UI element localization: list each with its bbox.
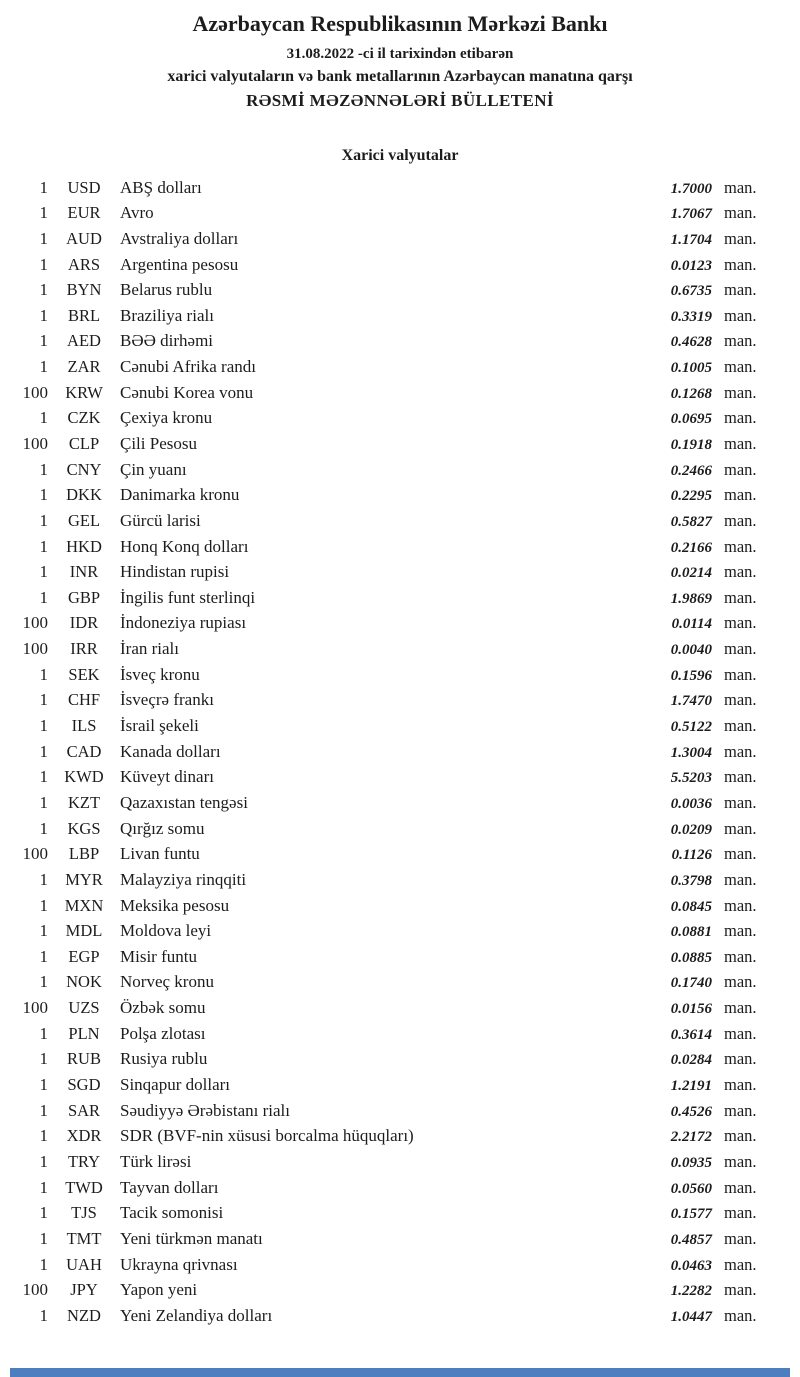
cell-currency-code: ZAR: [67, 357, 101, 377]
cell-currency-code: CLP: [68, 434, 100, 453]
cell-currency-code: SEK: [68, 664, 100, 684]
cell-currency-name: Braziliya rialı: [120, 305, 214, 325]
cell-currency-name: Çili Pesosu: [120, 434, 197, 453]
cell-currency-name: Avro: [120, 203, 154, 223]
table-row: [6, 457, 772, 483]
cell-currency-code: MXN: [64, 895, 104, 915]
table-row: [6, 713, 772, 739]
cell-quantity: 1: [39, 716, 48, 736]
table-row: [6, 1200, 772, 1226]
cell-unit: man.: [724, 869, 757, 889]
cell-currency-code: KZT: [67, 792, 101, 812]
cell-currency-code: RUB: [67, 1049, 101, 1069]
cell-currency-code: AED: [67, 331, 101, 351]
table-row: [6, 252, 772, 278]
cell-quantity: 1: [39, 305, 48, 325]
cell-currency-code: ARS: [67, 254, 101, 274]
cell-quantity: 100: [22, 434, 48, 453]
cell-rate: 0.0114: [671, 616, 712, 633]
cell-currency-name: Türk lirəsi: [120, 1151, 192, 1171]
table-row: [6, 867, 772, 893]
cell-currency-code: BYN: [66, 280, 102, 300]
cell-currency-name: Kanada dolları: [120, 741, 221, 761]
cell-currency-name: Argentina pesosu: [120, 254, 239, 274]
cell-currency-code: IDR: [69, 613, 99, 633]
cell-quantity: 1: [39, 587, 48, 607]
cell-unit: man.: [724, 1023, 757, 1043]
cell-unit: man.: [724, 228, 757, 248]
cell-quantity: 1: [39, 459, 48, 479]
cell-rate: 0.0935: [670, 1154, 712, 1171]
table-row: [6, 226, 772, 252]
cell-rate: 0.0845: [670, 898, 712, 915]
cell-currency-code: CHF: [67, 690, 101, 710]
cell-unit: man.: [724, 639, 757, 659]
table-row: [6, 816, 772, 842]
cell-rate: 0.1918: [670, 437, 712, 453]
cell-rate: 1.1704: [670, 231, 712, 248]
table-row: [6, 1123, 772, 1149]
cell-quantity: 1: [39, 972, 48, 992]
cell-unit: man.: [724, 1228, 757, 1248]
page-title: Azərbaycan Respublikasının Mərkəzi Bankı: [192, 11, 608, 36]
cell-quantity: 1: [39, 741, 48, 761]
cell-currency-code: BRL: [67, 305, 101, 325]
cell-rate: 2.2172: [670, 1129, 712, 1146]
section-title-foreign-currencies: Xarici valyutalar: [341, 146, 459, 164]
cell-currency-code: DKK: [66, 485, 102, 505]
cell-currency-code: KGS: [67, 818, 101, 838]
cell-currency-code: INR: [69, 562, 99, 582]
cell-rate: 0.0156: [670, 1001, 712, 1018]
cell-unit: man.: [724, 177, 757, 197]
effective-date-line: 31.08.2022 -ci il tarixindən etibarən: [286, 45, 514, 62]
cell-quantity: 1: [39, 1075, 48, 1095]
cell-quantity: 1: [39, 1203, 48, 1223]
cell-quantity: 100: [22, 1280, 48, 1300]
cell-currency-name: Hindistan rupisi: [120, 562, 230, 582]
cell-unit: man.: [724, 818, 757, 838]
table-row: [6, 380, 772, 406]
table-row: [6, 200, 772, 226]
cell-rate: 0.0560: [670, 1180, 712, 1197]
cell-unit: man.: [724, 1203, 757, 1223]
cell-currency-code: PLN: [68, 1023, 100, 1043]
cell-rate: 0.3614: [670, 1026, 712, 1043]
cell-rate: 0.2295: [670, 488, 712, 505]
table-row: [6, 175, 772, 201]
cell-currency-code: TJS: [71, 1203, 97, 1223]
cell-rate: 0.1005: [670, 360, 712, 377]
cell-currency-name: Cənubi Korea vonu: [120, 382, 254, 402]
cell-quantity: 1: [39, 408, 48, 428]
cell-rate: 1.2191: [670, 1078, 712, 1095]
table-row: [6, 1149, 772, 1175]
cell-rate: 1.7000: [670, 180, 712, 197]
cell-quantity: 1: [39, 331, 48, 351]
cell-currency-code: MDL: [65, 921, 103, 941]
cell-rate: 0.1740: [670, 975, 712, 992]
cell-rate: 0.4628: [670, 334, 712, 351]
cell-currency-name: Özbək somu: [120, 998, 206, 1018]
cell-unit: man.: [724, 357, 757, 377]
table-row: [6, 559, 772, 585]
cell-currency-code: HKD: [66, 536, 102, 556]
cell-currency-name: İsveç kronu: [120, 664, 200, 684]
cell-currency-name: ABŞ dolları: [120, 177, 202, 197]
cell-rate: 0.1268: [670, 385, 712, 402]
cell-quantity: 1: [39, 280, 48, 300]
cell-currency-code: ILS: [71, 716, 97, 736]
cell-rate: 0.0284: [670, 1052, 712, 1069]
cell-currency-code: NZD: [67, 1305, 101, 1325]
cell-currency-name: Polşa zlotası: [120, 1023, 206, 1043]
table-row: [6, 431, 772, 457]
cell-quantity: 1: [39, 177, 48, 197]
table-row: [6, 303, 772, 329]
cell-quantity: 1: [39, 895, 48, 915]
cell-unit: man.: [724, 331, 757, 351]
cell-currency-code: XDR: [66, 1126, 102, 1146]
table-row: [6, 739, 772, 765]
cell-quantity: 1: [39, 203, 48, 223]
cell-rate: 1.2282: [670, 1283, 712, 1300]
cell-unit: man.: [724, 280, 757, 300]
rates-table: [0, 175, 800, 1329]
cell-rate: 1.7067: [670, 206, 712, 223]
cell-currency-name: Belarus rublu: [120, 280, 213, 300]
table-row: [6, 1226, 772, 1252]
cell-quantity: 1: [39, 1305, 48, 1325]
table-row: [6, 969, 772, 995]
cell-currency-name: İndoneziya rupiası: [120, 613, 247, 633]
table-row: [6, 1175, 772, 1201]
table-row: [6, 1046, 772, 1072]
cell-quantity: 1: [39, 664, 48, 684]
cell-quantity: 1: [39, 1254, 48, 1274]
table-row: [6, 1098, 772, 1124]
cell-unit: man.: [724, 1177, 757, 1197]
cell-quantity: 1: [39, 1228, 48, 1248]
cell-quantity: 100: [22, 998, 48, 1018]
table-row: [6, 1072, 772, 1098]
cell-rate: 0.3319: [670, 308, 712, 325]
cell-rate: 0.1596: [670, 667, 712, 684]
cell-currency-name: Livan funtu: [120, 844, 200, 864]
cell-currency-code: TWD: [65, 1177, 103, 1197]
cell-unit: man.: [724, 408, 757, 428]
cell-quantity: 1: [39, 536, 48, 556]
cell-unit: man.: [724, 434, 757, 453]
cell-currency-code: EUR: [67, 203, 101, 223]
cell-unit: man.: [724, 562, 757, 582]
cell-unit: man.: [724, 716, 757, 736]
table-row: [6, 585, 772, 611]
cell-unit: man.: [724, 1254, 757, 1274]
cell-currency-code: KRW: [65, 382, 103, 402]
cell-quantity: 1: [39, 921, 48, 941]
cell-unit: man.: [724, 972, 757, 992]
cell-unit: man.: [724, 587, 757, 607]
table-row: [6, 662, 772, 688]
cell-rate: 0.0463: [670, 1257, 712, 1274]
cell-unit: man.: [724, 613, 757, 633]
table-row: [6, 893, 772, 919]
cell-rate: 0.0040: [670, 642, 712, 659]
cell-rate: 0.5122: [670, 719, 712, 736]
cell-currency-code: MYR: [65, 869, 103, 889]
cell-unit: man.: [724, 1126, 757, 1146]
cell-unit: man.: [724, 1151, 757, 1171]
cell-quantity: 1: [39, 946, 48, 966]
cell-quantity: 1: [39, 869, 48, 889]
cell-unit: man.: [724, 664, 757, 684]
cell-rate: 1.3004: [670, 744, 712, 761]
cell-unit: man.: [724, 946, 757, 966]
cell-unit: man.: [724, 459, 757, 479]
table-row: [6, 610, 772, 636]
cell-currency-name: Honq Konq dolları: [120, 536, 249, 556]
subtitle-line-1: xarici valyutaların və bank metallarının Azərbaycan manatına qarşı: [167, 67, 633, 85]
cell-currency-code: SGD: [67, 1075, 101, 1095]
cell-currency-code: EGP: [68, 946, 100, 966]
cell-rate: 0.4526: [670, 1103, 712, 1120]
cell-unit: man.: [724, 844, 757, 864]
cell-quantity: 1: [39, 818, 48, 838]
cell-unit: man.: [724, 382, 757, 402]
cell-rate: 0.0123: [670, 257, 712, 274]
cell-rate: 1.7470: [670, 693, 712, 710]
cell-currency-name: İsveçrə frankı: [120, 690, 214, 710]
cell-currency-code: CNY: [66, 459, 102, 479]
cell-currency-code: GEL: [67, 510, 101, 530]
cell-currency-name: İngilis funt sterlinqi: [120, 587, 256, 607]
table-row: [6, 944, 772, 970]
cell-quantity: 100: [22, 844, 48, 864]
bulletin-header: [0, 0, 800, 111]
cell-unit: man.: [724, 1049, 757, 1069]
cell-unit: man.: [724, 895, 757, 915]
cell-quantity: 1: [39, 1177, 48, 1197]
cell-currency-name: İran rialı: [120, 639, 179, 659]
next-section-header-bar: [10, 1368, 790, 1377]
cell-rate: 5.5203: [670, 770, 712, 787]
cell-currency-code: SAR: [67, 1100, 101, 1120]
cell-currency-name: BƏƏ dirhəmi: [120, 331, 214, 351]
table-row: [6, 1252, 772, 1278]
table-row: [6, 405, 772, 431]
cell-rate: 0.4857: [670, 1231, 712, 1248]
cell-currency-name: Tacik somonisi: [120, 1203, 224, 1223]
cell-currency-name: Rusiya rublu: [120, 1049, 208, 1069]
cell-unit: man.: [724, 305, 757, 325]
cell-currency-code: KWD: [64, 767, 104, 787]
cell-unit: man.: [724, 1280, 757, 1300]
cell-rate: 0.0036: [670, 795, 712, 812]
cell-currency-code: CAD: [66, 741, 102, 761]
table-row: [6, 534, 772, 560]
table-row: [6, 482, 772, 508]
cell-rate: 1.9869: [670, 590, 712, 607]
cell-unit: man.: [724, 485, 757, 505]
cell-quantity: 100: [22, 382, 48, 402]
cell-unit: man.: [724, 767, 757, 787]
cell-quantity: 100: [22, 613, 48, 633]
cell-currency-name: Sinqapur dolları: [120, 1075, 231, 1095]
cell-currency-name: Cənubi Afrika randı: [120, 357, 256, 377]
cell-currency-name: Avstraliya dolları: [120, 228, 239, 248]
cell-quantity: 1: [39, 228, 48, 248]
cell-currency-name: Misir funtu: [120, 946, 197, 966]
table-row: [6, 1021, 772, 1047]
cell-quantity: 1: [39, 485, 48, 505]
cell-rate: 0.2166: [670, 539, 712, 556]
cell-currency-code: UAH: [66, 1254, 102, 1274]
cell-currency-name: Yeni Zelandiya dolları: [120, 1305, 273, 1325]
cell-unit: man.: [724, 1305, 757, 1325]
table-row: [6, 790, 772, 816]
cell-unit: man.: [724, 690, 757, 710]
cell-currency-name: Tayvan dolları: [120, 1177, 219, 1197]
cell-currency-name: Ukrayna qrivnası: [120, 1254, 238, 1274]
table-row: [6, 508, 772, 534]
cell-rate: 0.2466: [670, 462, 712, 479]
cell-currency-code: LBP: [68, 844, 100, 864]
cell-currency-name: Çin yuanı: [120, 459, 187, 479]
cell-quantity: 1: [39, 1151, 48, 1171]
table-row: [6, 841, 772, 867]
table-row: [6, 918, 772, 944]
cell-rate: 0.0881: [670, 924, 712, 941]
cell-quantity: 1: [39, 1023, 48, 1043]
cell-unit: man.: [724, 998, 757, 1018]
cell-rate: 0.0214: [670, 565, 712, 582]
cell-unit: man.: [724, 1100, 757, 1120]
cell-unit: man.: [724, 1075, 757, 1095]
cell-quantity: 1: [39, 562, 48, 582]
cell-currency-name: Qazaxıstan tengəsi: [120, 792, 248, 812]
cell-unit: man.: [724, 792, 757, 812]
cell-currency-name: Yeni türkmən manatı: [120, 1228, 263, 1248]
cell-currency-name: SDR (BVF-nin xüsusi borcalma hüquqları): [120, 1126, 414, 1146]
table-row: [6, 1303, 772, 1329]
cell-quantity: 1: [39, 767, 48, 787]
cell-currency-name: Moldova leyi: [120, 921, 212, 941]
cell-quantity: 1: [39, 1049, 48, 1069]
cell-currency-name: Küveyt dinarı: [120, 767, 214, 787]
table-row: [6, 636, 772, 662]
table-row: [6, 328, 772, 354]
cell-rate: 0.0885: [670, 949, 712, 966]
cell-quantity: 1: [39, 357, 48, 377]
cell-unit: man.: [724, 510, 757, 530]
cell-rate: 0.1577: [670, 1206, 712, 1223]
table-row: [6, 687, 772, 713]
cell-currency-code: USD: [67, 177, 101, 197]
cell-currency-code: NOK: [66, 972, 102, 992]
cell-rate: 0.5827: [670, 513, 712, 530]
cell-quantity: 100: [22, 639, 48, 659]
cell-rate: 0.3798: [670, 872, 712, 889]
cell-currency-name: Səudiyyə Ərəbistanı rialı: [120, 1100, 290, 1120]
cell-rate: 0.0695: [670, 411, 712, 428]
cell-quantity: 1: [39, 510, 48, 530]
cell-currency-name: Qırğız somu: [120, 818, 205, 838]
table-row: [6, 354, 772, 380]
table-row: [6, 995, 772, 1021]
cell-currency-code: IRR: [70, 639, 98, 659]
cell-currency-name: Gürcü larisi: [120, 510, 201, 530]
cell-currency-code: UZS: [68, 998, 100, 1018]
cell-currency-name: Meksika pesosu: [120, 895, 230, 915]
cell-currency-code: TRY: [67, 1151, 101, 1171]
cell-currency-name: Yapon yeni: [120, 1280, 198, 1300]
cell-currency-code: JPY: [70, 1280, 98, 1300]
cell-currency-code: GBP: [67, 587, 101, 607]
cell-currency-name: Norveç kronu: [120, 972, 214, 992]
cell-quantity: 1: [39, 254, 48, 274]
cell-unit: man.: [724, 254, 757, 274]
table-row: [6, 1277, 772, 1303]
cell-rate: 0.6735: [670, 283, 712, 300]
cell-currency-code: CZK: [67, 408, 101, 428]
cell-rate: 0.1126: [671, 847, 712, 864]
cell-quantity: 1: [39, 690, 48, 710]
table-row: [6, 764, 772, 790]
cell-currency-code: AUD: [66, 228, 102, 248]
cell-currency-name: Malayziya rinqqiti: [120, 869, 247, 889]
cell-quantity: 1: [39, 1126, 48, 1146]
cell-unit: man.: [724, 536, 757, 556]
cell-rate: 0.0209: [670, 821, 712, 838]
cell-currency-name: Danimarka kronu: [120, 485, 240, 505]
cell-currency-name: Çexiya kronu: [120, 408, 213, 428]
cell-unit: man.: [724, 203, 757, 223]
cell-quantity: 1: [39, 1100, 48, 1120]
cell-unit: man.: [724, 921, 757, 941]
subtitle-line-2: RƏSMİ MƏZƏNNƏLƏRİ BÜLLETENİ: [246, 90, 554, 110]
table-row: [6, 277, 772, 303]
cell-unit: man.: [724, 741, 757, 761]
cell-rate: 1.0447: [670, 1308, 712, 1325]
cell-currency-name: İsrail şekeli: [120, 716, 199, 736]
cell-currency-code: TMT: [66, 1228, 102, 1248]
cell-quantity: 1: [39, 792, 48, 812]
